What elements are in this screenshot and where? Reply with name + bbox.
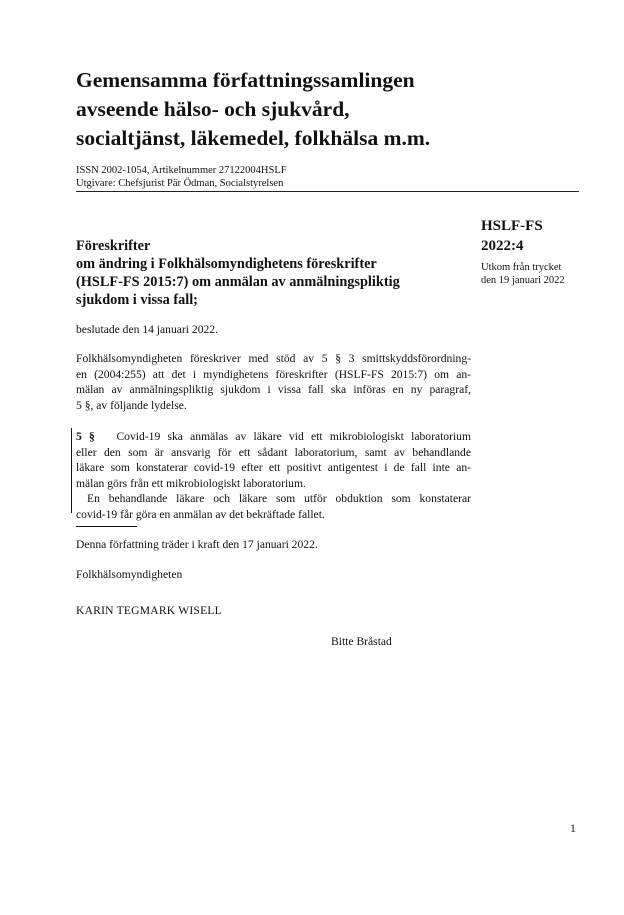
header-rule — [76, 191, 579, 192]
section-line: läkare som konstaterar covid-19 efter ett positivt antigentest i de fall inte an- — [76, 461, 471, 475]
section-number: 5 § — [76, 430, 95, 443]
issn-line: ISSN 2002-1054, Artikelnummer 27122004HSLF — [76, 165, 287, 176]
heading-line: (HSLF-FS 2015:7) om anmälan av anmälningspliktig — [76, 274, 400, 290]
issuing-authority: Folkhälsomyndigheten — [76, 568, 183, 581]
series-label — [481, 216, 543, 256]
publication-title-line: socialtjänst, läkemedel, folkhälsa m.m. — [76, 126, 431, 150]
series-number: 2022:4 — [481, 238, 524, 254]
publication-date-note — [481, 261, 565, 287]
heading-line: Föreskrifter — [76, 238, 151, 254]
intro-line: Folkhälsomyndigheten föreskriver med stöd av 5 § 3 smittskyddsförordning- — [76, 352, 471, 365]
section-line: En behandlande läkare och läkare som utför obduktion som konstaterar — [87, 492, 471, 506]
entry-into-force: Denna författning träder i kraft den 17 januari 2022. — [76, 538, 318, 551]
publication-meta — [76, 164, 287, 190]
intro-paragraph — [76, 351, 471, 413]
decision-date: beslutade den 14 januari 2022. — [76, 323, 218, 336]
intro-line: en (2004:255) att det i myndighetens föreskrifter (HSLF-FS 2015:7) om an- — [76, 367, 471, 381]
change-bar — [71, 428, 72, 513]
page-number: 1 — [570, 822, 576, 835]
intro-line: 5 §, av följande lydelse. — [76, 398, 187, 412]
publication-title-line: Gemensamma författningssamlingen — [76, 68, 415, 92]
heading-line: om ändring i Folkhälsomyndighetens föreskrifter — [76, 256, 377, 272]
sidenote-line: den 19 januari 2022 — [481, 275, 565, 286]
section-5 — [76, 429, 471, 523]
publisher-line: Utgivare: Chefsjurist Pär Ödman, Socialstyrelsen — [76, 178, 284, 189]
section-line: eller den som är ansvarig för ett sådant laboratorium, samt av behandlande — [76, 445, 471, 459]
signatory-countersign: Bitte Bråstad — [331, 635, 392, 648]
section-end-rule — [76, 526, 137, 527]
section-text: Covid-19 ska anmälas av läkare vid ett mikrobiologiskt laboratorium — [116, 430, 471, 443]
sidenote-line: Utkom från trycket — [481, 262, 562, 273]
regulation-heading — [76, 237, 400, 309]
section-line: covid-19 får göra en anmälan av det bekräftade fallet. — [76, 507, 325, 521]
publication-title-line: avseende hälso- och sjukvård, — [76, 97, 350, 121]
series-name: HSLF-FS — [481, 218, 543, 234]
signatory-director-general: KARIN TEGMARK WISELL — [76, 604, 222, 617]
section-line — [76, 429, 471, 445]
heading-line: sjukdom i vissa fall; — [76, 292, 198, 308]
section-line: mälan görs från ett mikrobiologiskt laboratorium. — [76, 476, 306, 490]
publication-title — [76, 66, 546, 153]
intro-line: mälan av anmälningspliktig sjukdom i vissa fall ska införas en ny paragraf, — [76, 383, 471, 397]
